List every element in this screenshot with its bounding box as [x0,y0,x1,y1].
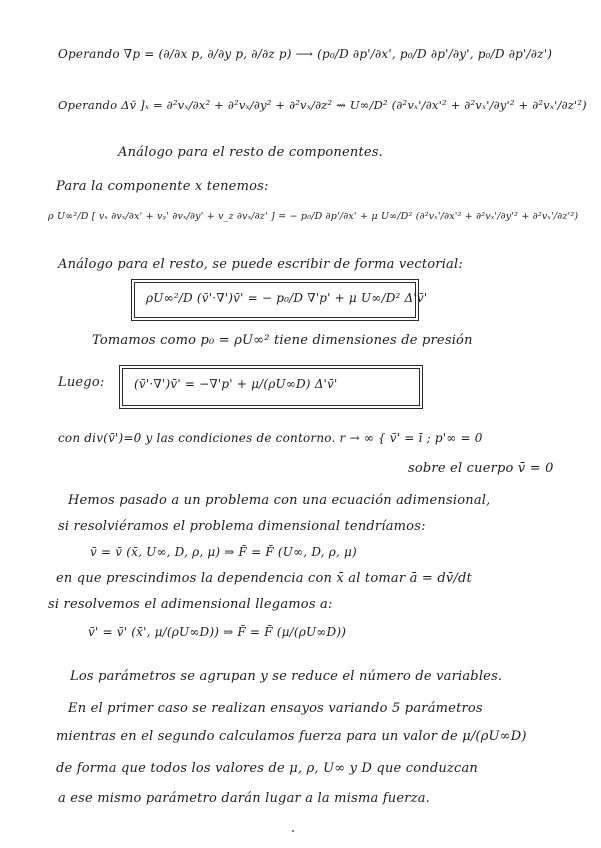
analogous-components-line: Análogo para el resto de componentes. [118,145,383,160]
vector-equation: ρU∞²/D (v̄'·∇')v̄' = − p₀/D ∇'p' + μ U∞/D² Δ'v̄' [146,291,428,305]
adimensional-dependence-equation: v̄' = v̄' (x̄', μ/(ρU∞D)) ⇒ F̄ = F̄ (μ/(ρU∞D)) [88,625,347,639]
parameters-grouped-line: Los parámetros se agrupan y se reduce el número de variables. [70,669,503,684]
x-component-intro-line: Para la componente x tenemos: [56,179,269,194]
dimensionless-equation: (v̄'·∇')v̄' = −∇'p' + μ/(ρU∞D) Δ'v̄' [134,377,338,391]
second-case-line: mientras en el segundo calculamos fuerza para un valor de μ/(ρU∞D) [56,729,527,744]
x-component-equation: ρ U∞²/D [ vₓ ∂vₓ/∂x' + vᵧ' ∂vₓ/∂y' + v_z ∂vₓ/∂z' ] = − p₀/D ∂p'/∂x' + μ U∞/D² (∂²vₓ'/∂x'² + ∂²vₓ'/∂y'² + ∂²vₓ'/∂z'²) [48,211,579,222]
first-case-line: En el primer caso se realizan ensayos variando 5 parámetros [68,701,483,716]
boundary-conditions-line: con div(v̄')=0 y las condiciones de contorno. r → ∞ { v̄' = ī ; p'∞ = 0 [58,431,483,445]
body-condition-line: sobre el cuerpo v̄ = 0 [408,461,554,476]
same-force-line: a ese mismo parámetro darán lugar a la misma fuerza. [58,791,430,806]
reference-pressure-line: Tomamos como p₀ = ρU∞² tiene dimensiones de presión [92,333,473,348]
adimensional-problem-line: Hemos pasado a un problema con una ecuación adimensional, [68,493,491,508]
dimensional-dependence-equation: v̄ = v̄ (x̄, U∞, D, ρ, μ) ⇒ F̄ = F̄ (U∞, D, ρ, μ) [90,545,357,559]
then-label: Luego: [58,375,105,390]
dimensional-problem-line: si resolviéramos el problema dimensional tendríamos: [58,519,426,534]
values-line: de forma que todos los valores de μ, ρ, U∞ y D que conduzcan [56,761,478,776]
vector-form-intro-line: Análogo para el resto, se puede escribir de forma vectorial: [58,257,463,272]
adimensional-result-intro-line: si resolvemos el adimensional llegamos a: [48,597,333,612]
stray-dot [292,830,294,832]
acceleration-note-line: en que prescindimos la dependencia con x̄ al tomar ā = dv̄/dt [56,571,472,586]
laplacian-operation-line: Operando Δv̄ ]ₓ = ∂²vₓ/∂x² + ∂²vₓ/∂y² + ∂²vₓ/∂z² ⇝ U∞/D² (∂²vₓ'/∂x'² + ∂²vₓ'/∂y'² + ∂²vₓ'/∂z'²) [58,98,587,112]
gradient-operation-line: Operando ∇̄p = (∂/∂x p, ∂/∂y p, ∂/∂z p) ⟶ (p₀/D ∂p'/∂x', p₀/D ∂p'/∂y', p₀/D ∂p'/∂z') [58,47,553,61]
